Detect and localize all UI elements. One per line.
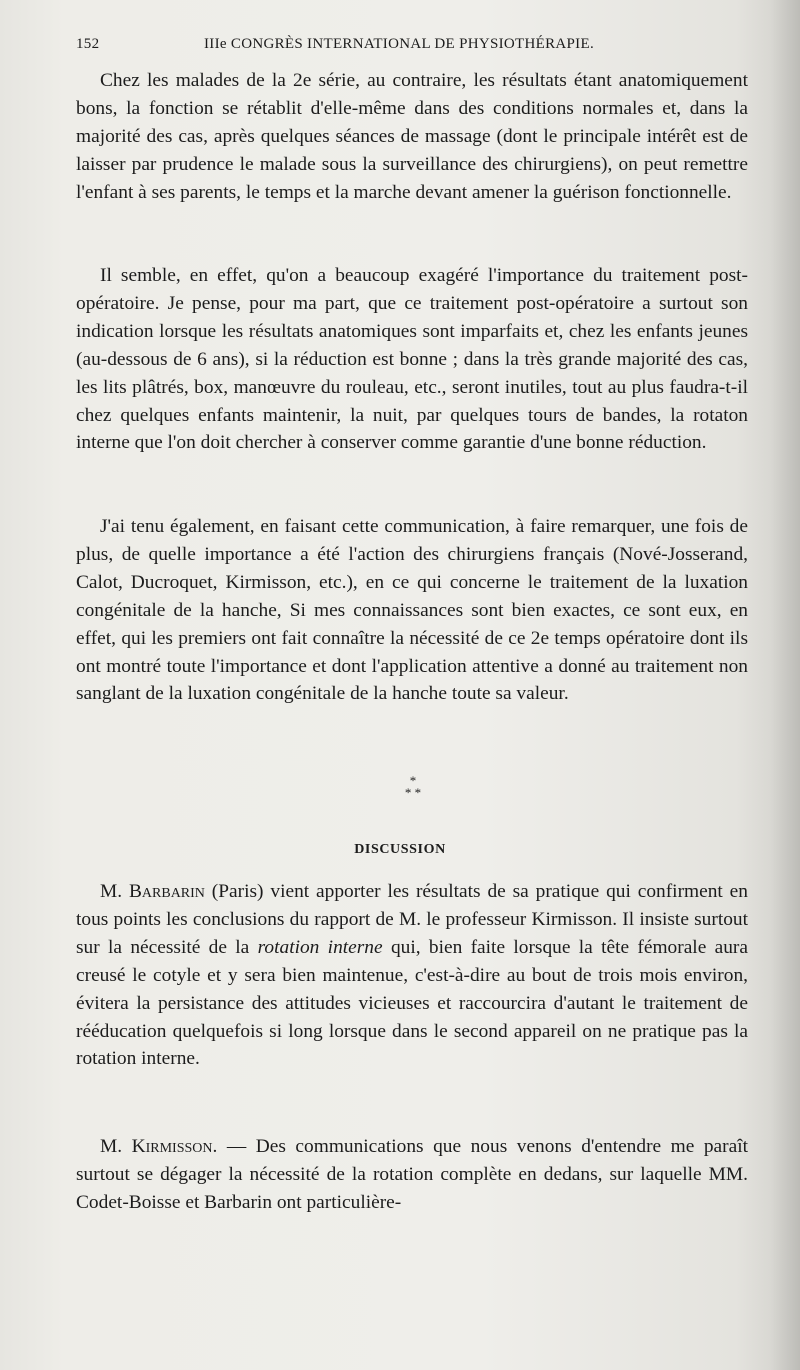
page-number: 152 [76,36,100,52]
discussion-heading: DISCUSSION [354,842,446,857]
paragraph-barbarin [76,878,748,1073]
section-separator-asterism [393,775,433,805]
running-title: IIIe CONGRÈS INTERNATIONAL DE PHYSIOTHÉRAPIE. [204,36,594,52]
paragraph-post-operative-treatment: Il semble, en effet, qu'on a beaucoup exagéré l'importance du traitement post-opératoire. Je pense, pour ma part, que ce traitement post-opératoire a surtout son indication lorsque les résultats anatomiques sont imparfaits et, chez les enfants jeunes (au-dessous de 6 ans), si la réduction est bonne ; dans la très grande majorité des cas, les lits plâtrés, box, manœuvre du rouleau, etc., seront inutiles, tout au plus faudra-t-il chez quelques enfants maintenir, la nuit, par quelques tours de bandes, la rotaton interne que l'on doit chercher à conserver comme garantie d'une bonne réduction. [76,265,748,454]
barbarin-text-1: (Paris) vient apporter les résultats de sa pratique qui confirment en tous points les conclusions du rapport de M. le professeur Kirmisson. Il insiste surtout sur la nécessité de la [76,881,748,958]
kirmisson-text: — Des communications que nous venons d'entendre me paraît surtout se dégager la nécessité de la rotation complète en dedans, sur laquelle MM. Codet-Boisse et Barbarin ont particulière- [76,1136,748,1213]
barbarin-text-2: qui, bien faite lorsque la tête fémorale aura creusé le cotyle et y sera bien maintenue, c'est-à-dire au bout de trois mois environ, évitera la persistance des attitudes vicieuses et raccourcira d'autant le traitement de rééducation quelquefois si long lorsque dans le second appareil on ne pratique pas la rotation interne. [76,936,748,1070]
speaker-kirmisson: M. Kirmisson. [100,1136,218,1157]
page-header [76,32,766,60]
paragraph-french-surgeons: J'ai tenu également, en faisant cette communication, à faire remarquer, une fois de plus, de quelle importance a été l'action des chirurgiens français (Nové-Josserand, Calot, Ducroquet, Kirmisson, etc.), en ce qui concerne le traitement de la luxation congénitale de la hanche, Si mes connaissances sont bien exactes, ce sont eux, en effet, qui les premiers ont fait connaître la nécessité de ce 2e temps opératoire dont ils ont montré toute l'importance et dont l'application attentive a donné au traitement non sanglant de la luxation congénitale de la hanche toute sa valeur. [76,516,748,705]
page-edge-shadow [770,0,800,1370]
barbarin-italic-term: rotation interne [257,936,383,958]
asterism-bottom: * * [404,785,422,800]
paragraph-kirmisson [76,1133,748,1217]
asterism-top: * [409,773,417,788]
paragraph-results-second-series: Chez les malades de la 2e série, au contraire, les résultats étant anatomiquement bons, la fonction se rétablit d'elle-même dans des conditions normales et, dans la majorité des cas, après quelques séances de massage (dont le principale intérêt est de laisser par prudence le malade sous la surveillance des chirurgiens), on peut remettre l'enfant à ses parents, le temps et la marche devant amener la guérison fonctionnelle. [76,70,748,203]
speaker-barbarin: M. Barbarin [100,881,205,902]
